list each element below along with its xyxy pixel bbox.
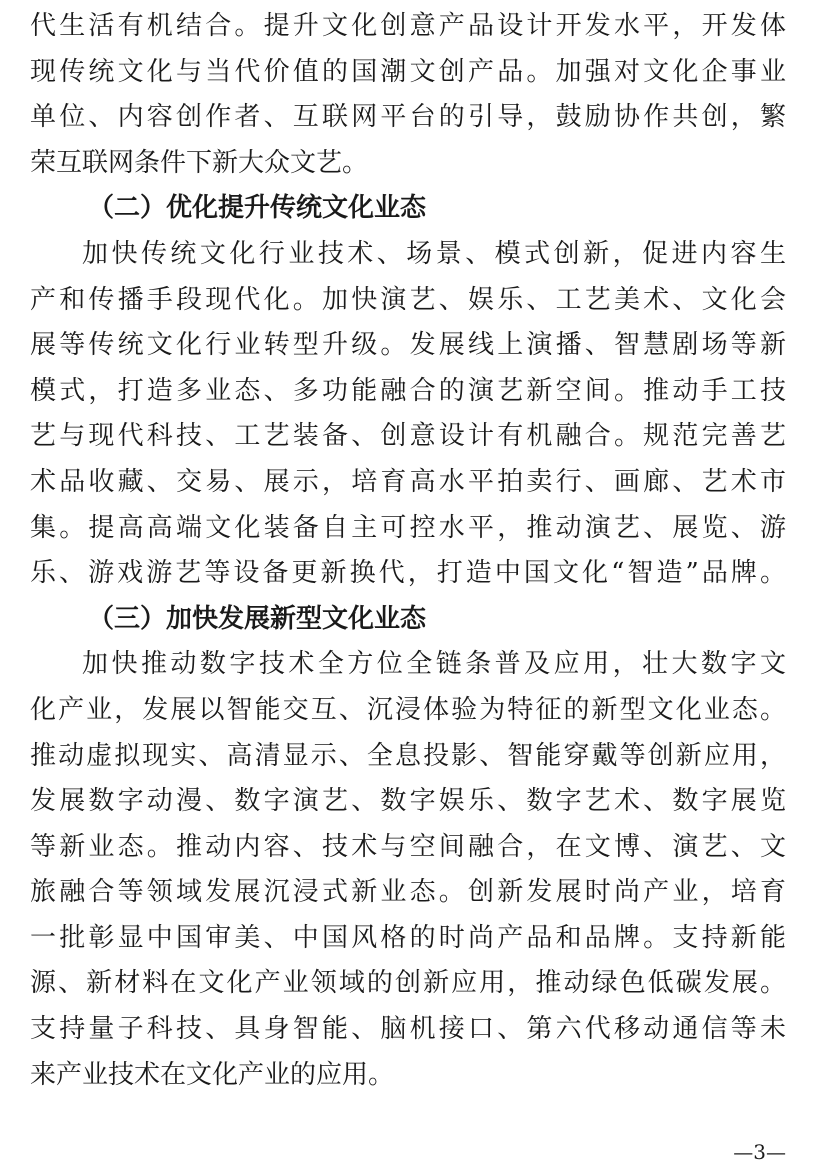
text-line: 代生活有机结合。提升文化创意产品设计开发水平，开发体	[30, 11, 786, 41]
text-line: 现传统文化与当代价值的国潮文创产品。加强对文化企事业	[30, 56, 786, 87]
section-heading: （三）加快发展新型文化业态	[88, 603, 427, 634]
section-heading: （二）优化提升传统文化业态	[88, 193, 427, 224]
text-line: 支持量子科技、具身智能、脑机接口、第六代移动通信等未	[30, 1014, 786, 1045]
text-line: 模式，打造多业态、多功能融合的演艺新空间。推动手工技	[30, 375, 786, 406]
text-line: 展等传统文化行业转型升级。发展线上演播、智慧剧场等新	[30, 330, 786, 361]
text-line: 旅融合等领域发展沉浸式新业态。创新发展时尚产业，培育	[30, 877, 786, 908]
text-line: 等新业态。推动内容、技术与空间融合，在文博、演艺、文	[30, 831, 786, 862]
paragraph	[30, 4, 786, 186]
text-line: 加快推动数字技术全方位全链条普及应用，壮大数字文	[82, 649, 786, 680]
text-line: 化产业，发展以智能交互、沉浸体验为特征的新型文化业态。	[30, 694, 786, 725]
text-line: 一批彰显中国审美、中国风格的时尚产品和品牌。支持新能	[30, 922, 786, 953]
text-line: 来产业技术在文化产业的应用。	[30, 1059, 395, 1090]
text-line: 发展数字动漫、数字演艺、数字娱乐、数字艺术、数字展览	[30, 786, 786, 817]
text-line: 单位、内容创作者、互联网平台的引导，鼓励协作共创，繁	[30, 102, 786, 133]
text-line: 荣互联网条件下新大众文艺。	[30, 147, 369, 178]
text-line: 乐、游戏游艺等设备更新换代，打造中国文化“智造”品牌。	[30, 558, 786, 589]
text-line: 加快传统文化行业技术、场景、模式创新，促进内容生	[82, 238, 786, 269]
text-line: 源、新材料在文化产业领域的创新应用，推动绿色低碳发展。	[30, 968, 786, 999]
text-line: 术品收藏、交易、展示，培育高水平拍卖行、画廊、艺术市	[30, 466, 786, 497]
text-line: 艺与现代科技、工艺装备、创意设计有机融合。规范完善艺	[30, 421, 786, 452]
paragraph	[30, 232, 786, 597]
text-line: 集。提高高端文化装备自主可控水平，推动演艺、展览、游	[30, 512, 786, 543]
text-line: 推动虚拟现实、高清显示、全息投影、智能穿戴等创新应用，	[30, 740, 786, 771]
document-page	[30, 4, 786, 1098]
page-number: —3—	[733, 1140, 786, 1164]
text-line: 产和传播手段现代化。加快演艺、娱乐、工艺美术、文化会	[30, 284, 786, 315]
paragraph	[30, 642, 786, 1098]
